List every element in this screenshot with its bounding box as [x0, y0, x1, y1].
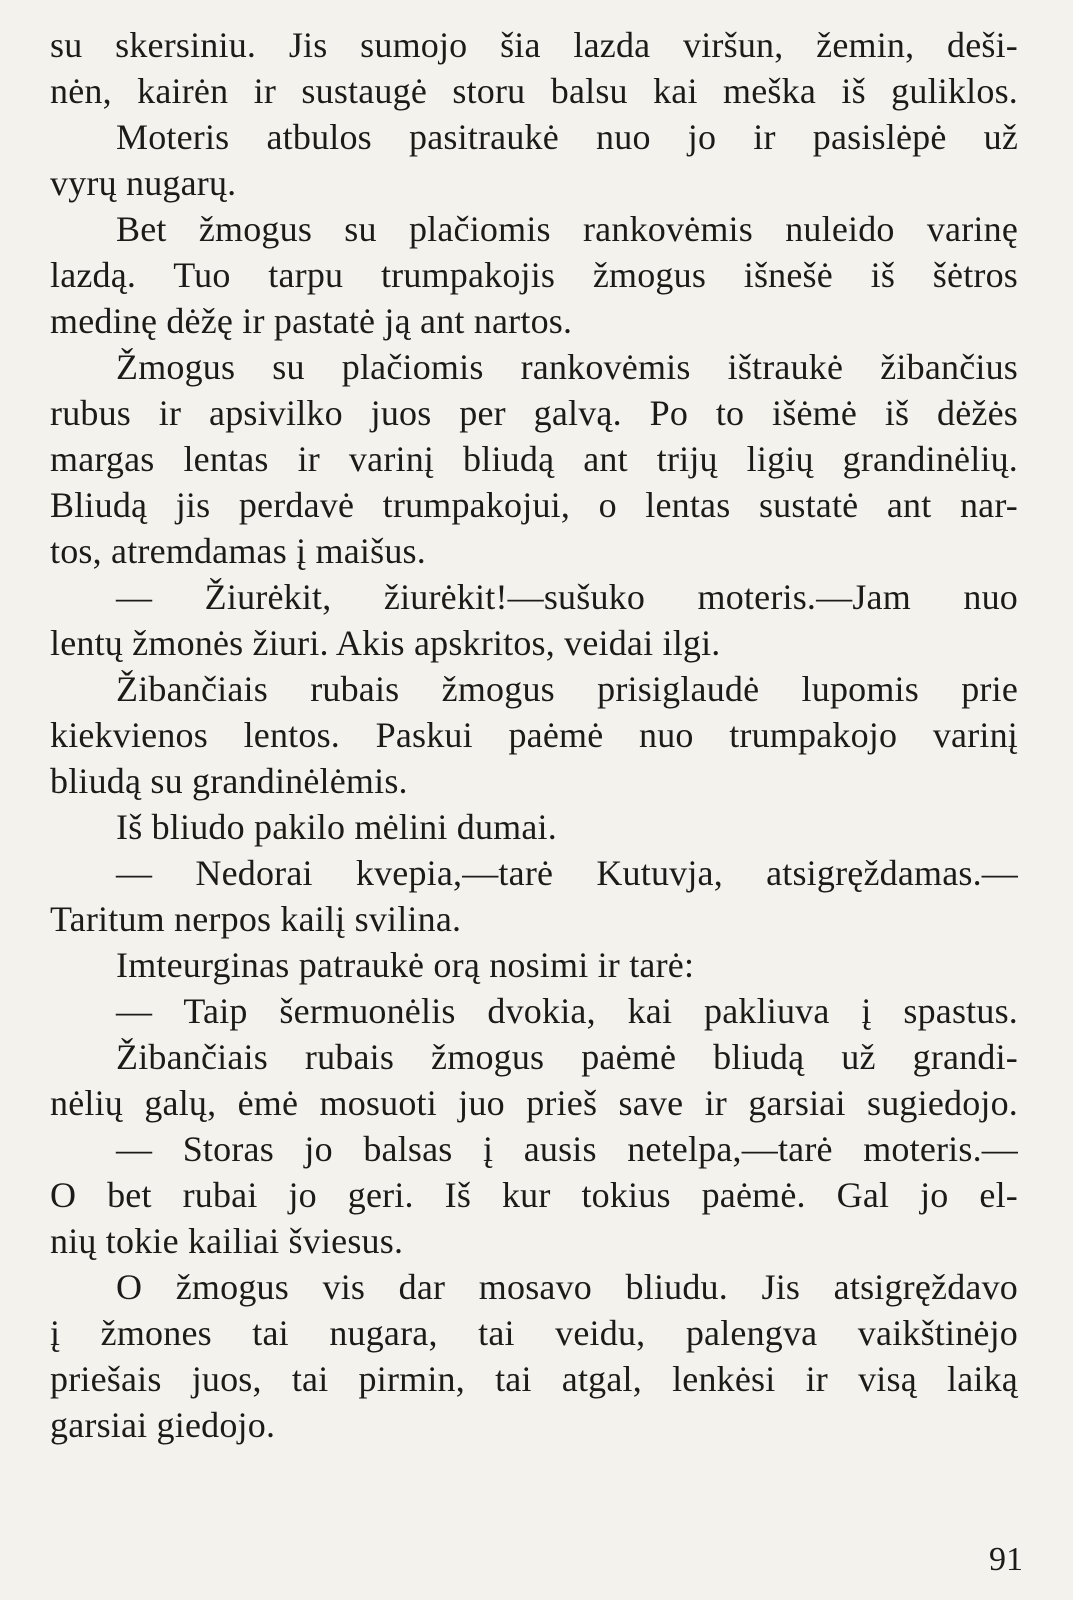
- text-line: margas lentas ir varinį bliudą ant trijų ligių grandinėlių.: [50, 439, 1018, 479]
- text-line: O žmogus vis dar mosavo bliudu. Jis atsigręždavo: [116, 1267, 1018, 1307]
- text-line: bliudą su grandinėlėmis.: [50, 761, 408, 801]
- text-line: — Storas jo balsas į ausis netelpa,—tarė moteris.—: [116, 1129, 1018, 1169]
- text-line: tos, atremdamas į maišus.: [50, 531, 426, 571]
- text-line: rubus ir apsivilko juos per galvą. Po to išėmė iš dėžės: [50, 393, 1018, 433]
- text-line: priešais juos, tai pirmin, tai atgal, lenkėsi ir visą laiką: [50, 1359, 1018, 1399]
- text-line: Žmogus su plačiomis rankovėmis ištraukė žibančius: [116, 347, 1018, 387]
- text-line: lentų žmonės žiuri. Akis apskritos, veidai ilgi.: [50, 623, 721, 663]
- text-line: nėn, kairėn ir sustaugė storu balsu kai meška iš guliklos.: [50, 71, 1018, 111]
- text-line: garsiai giedojo.: [50, 1405, 276, 1445]
- text-line: — Taip šermuonėlis dvokia, kai pakliuva į spastus.: [116, 991, 1018, 1031]
- text-line: lazdą. Tuo tarpu trumpakojis žmogus išnešė iš šėtros: [50, 255, 1018, 295]
- text-line: Žibančiais rubais žmogus prisiglaudė lupomis prie: [116, 669, 1018, 709]
- text-line: — Nedorai kvepia,—tarė Kutuvja, atsigręždamas.—: [116, 853, 1018, 893]
- text-line: Imteurginas patraukė orą nosimi ir tarė:: [116, 945, 695, 985]
- text-line: medinę dėžę ir pastatė ją ant nartos.: [50, 301, 573, 341]
- text-line: kiekvienos lentos. Paskui paėmė nuo trumpakojo varinį: [50, 715, 1018, 755]
- text-line: vyrų nugarų.: [50, 163, 237, 203]
- text-line: į žmones tai nugara, tai veidu, palengva vaikštinėjo: [50, 1313, 1018, 1353]
- text-line: Žibančiais rubais žmogus paėmė bliudą už grandi-: [116, 1037, 1018, 1077]
- text-line: — Žiurėkit, žiurėkit!—sušuko moteris.—Jam nuo: [116, 577, 1018, 617]
- text-line: Taritum nerpos kailį svilina.: [50, 899, 462, 939]
- text-line: Bliudą jis perdavė trumpakojui, o lentas sustatė ant nar-: [50, 485, 1018, 525]
- text-line: O bet rubai jo geri. Iš kur tokius paėmė. Gal jo el-: [50, 1175, 1018, 1215]
- text-line: nėlių galų, ėmė mosuoti juo prieš save ir garsiai sugiedojo.: [50, 1083, 1018, 1123]
- text-line: su skersiniu. Jis sumojo šia lazda viršun, žemin, deši-: [50, 25, 1018, 65]
- text-line: Bet žmogus su plačiomis rankovėmis nuleido varinę: [116, 209, 1018, 249]
- page-number: 91: [989, 1541, 1023, 1578]
- text-line: Moteris atbulos pasitraukė nuo jo ir pasislėpė už: [116, 117, 1018, 157]
- text-block: [50, 22, 1018, 1448]
- text-line: Iš bliudo pakilo mėlini dumai.: [116, 807, 557, 847]
- text-line: nių tokie kailiai šviesus.: [50, 1221, 404, 1261]
